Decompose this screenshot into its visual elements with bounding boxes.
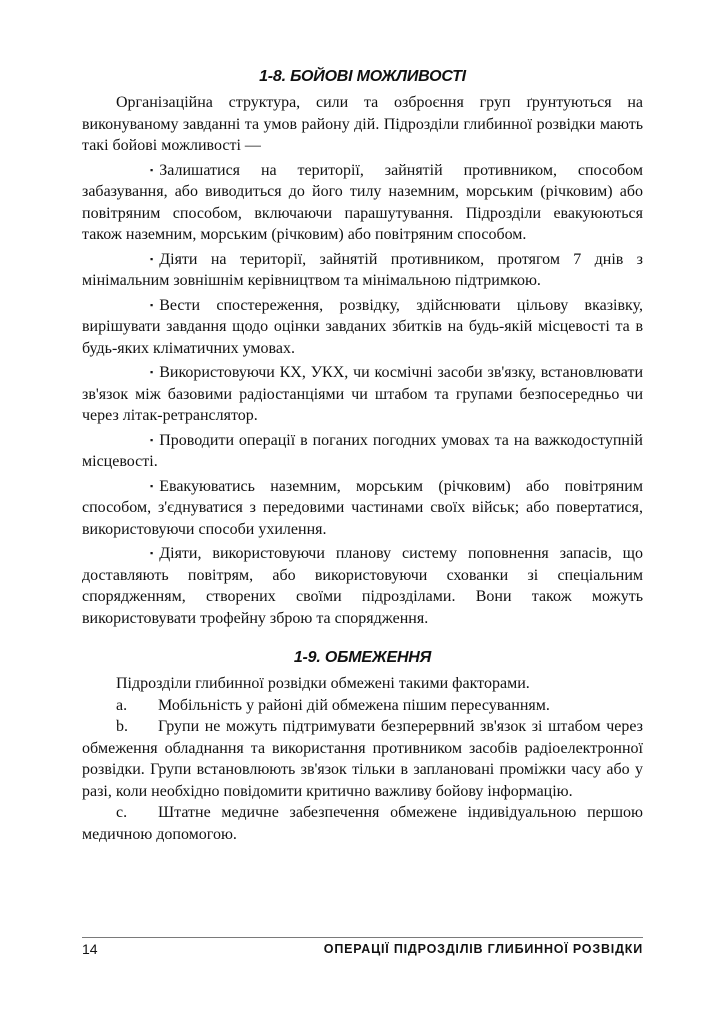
limitations-intro-paragraph: Підрозділи глибинної розвідки обмежені такими факторами.	[116, 675, 530, 692]
page-number: 14	[82, 941, 98, 957]
capabilities-intro-paragraph: Організаційна структура, сили та озброєння груп ґрунтуються на виконуваному завданні та умов району дій. Підрозділи глибинної розвідки мають такі бойові можливості —	[82, 94, 643, 154]
limitation-text: Штатне медичне забезпечення обмежене індивідуальною першою медичною допомогою.	[82, 804, 643, 843]
limitation-item	[82, 716, 643, 802]
limitation-letter: a.	[116, 696, 128, 714]
section-heading-capabilities: 1-8. БОЙОВІ МОЖЛИВОСТІ	[259, 68, 466, 85]
capability-bullet-text: Залишатися на території, зайнятій противником, способом забазування, або виводиться до його тилу наземним, морським (річковим) або повітряним способом, включаючи парашутування. Підрозділи евакуюються також наземним, морським (річковим) або повітряним способом.	[82, 161, 643, 243]
bullet-icon: ▪	[150, 548, 154, 558]
capability-bullet-text: Використовуючи КХ, УКХ, чи космічні засоби зв'язку, встановлювати зв'язок між базовими радіостанціями чи штабом та групами безпосередньо чи через літак-ретранслятор.	[82, 364, 643, 424]
limitation-letter: c.	[116, 804, 128, 821]
capability-bullet-text: Евакуюватись наземним, морським (річковим) або повітряним способом, з'єднуватися з передовими частинами своїх військ; або повертатися, використовуючи способи ухилення.	[82, 477, 643, 538]
bullet-icon: ▪	[150, 367, 154, 377]
capability-bullet	[82, 430, 643, 473]
capability-bullet	[82, 160, 643, 246]
capability-bullet	[82, 476, 643, 541]
capability-bullet-text: Діяти, використовуючи планову систему поповнення запасів, що доставляють повітрям, або використовуючи схованки зі спеціальним спорядженням, створених своїми підрозділами. Вони також можуть використовувати трофейну зброю та спорядження.	[82, 545, 643, 627]
section-heading-limitations: 1-9. ОБМЕЖЕННЯ	[293, 649, 432, 666]
limitation-letter: b.	[116, 718, 128, 735]
capability-bullet-text: Діяти на території, зайнятій противником, протягом 7 днів з мінімальним зовнішнім керівництвом та мінімальною підтримкою.	[82, 250, 643, 289]
capability-bullet	[82, 249, 643, 292]
bullet-icon: ▪	[150, 434, 154, 445]
capability-bullet-text: Вести спостереження, розвідку, здійснювати цільову вказівку, вирішувати завдання щодо оцінки завданих збитків на будь-якій місцевості та в будь-яких кліматичних умовах.	[82, 296, 643, 357]
capability-bullet	[82, 362, 643, 427]
footer-divider	[82, 937, 643, 938]
bullet-icon: ▪	[150, 253, 154, 264]
capability-bullet-text: Проводити операції в поганих погодних умовах та на важкодоступній місцевості.	[82, 431, 643, 470]
bullet-icon: ▪	[150, 164, 154, 175]
page-body	[82, 66, 643, 845]
bullet-icon: ▪	[150, 480, 154, 491]
bullet-icon: ▪	[150, 299, 154, 310]
limitation-text: Мобільність у районі дій обмежена пішим пересуванням.	[158, 696, 550, 714]
limitation-item	[82, 695, 643, 717]
capability-bullet	[82, 543, 643, 629]
capability-bullet	[82, 295, 643, 360]
limitation-text: Групи не можуть підтримувати безперервний зв'язок зі штабом через обмеження обладнання та використання противником засобів радіоелектронної розвідки. Групи встановлюють зв'язок тільки в заплановані проміжки часу або у разі, коли необхідно повідомити критично важливу бойову інформацію.	[82, 718, 643, 800]
limitation-item	[82, 802, 643, 845]
page-footer	[82, 941, 643, 961]
running-title: ОПЕРАЦІЇ ПІДРОЗДІЛІВ ГЛИБИННОЇ РОЗВІДКИ	[323, 942, 643, 956]
